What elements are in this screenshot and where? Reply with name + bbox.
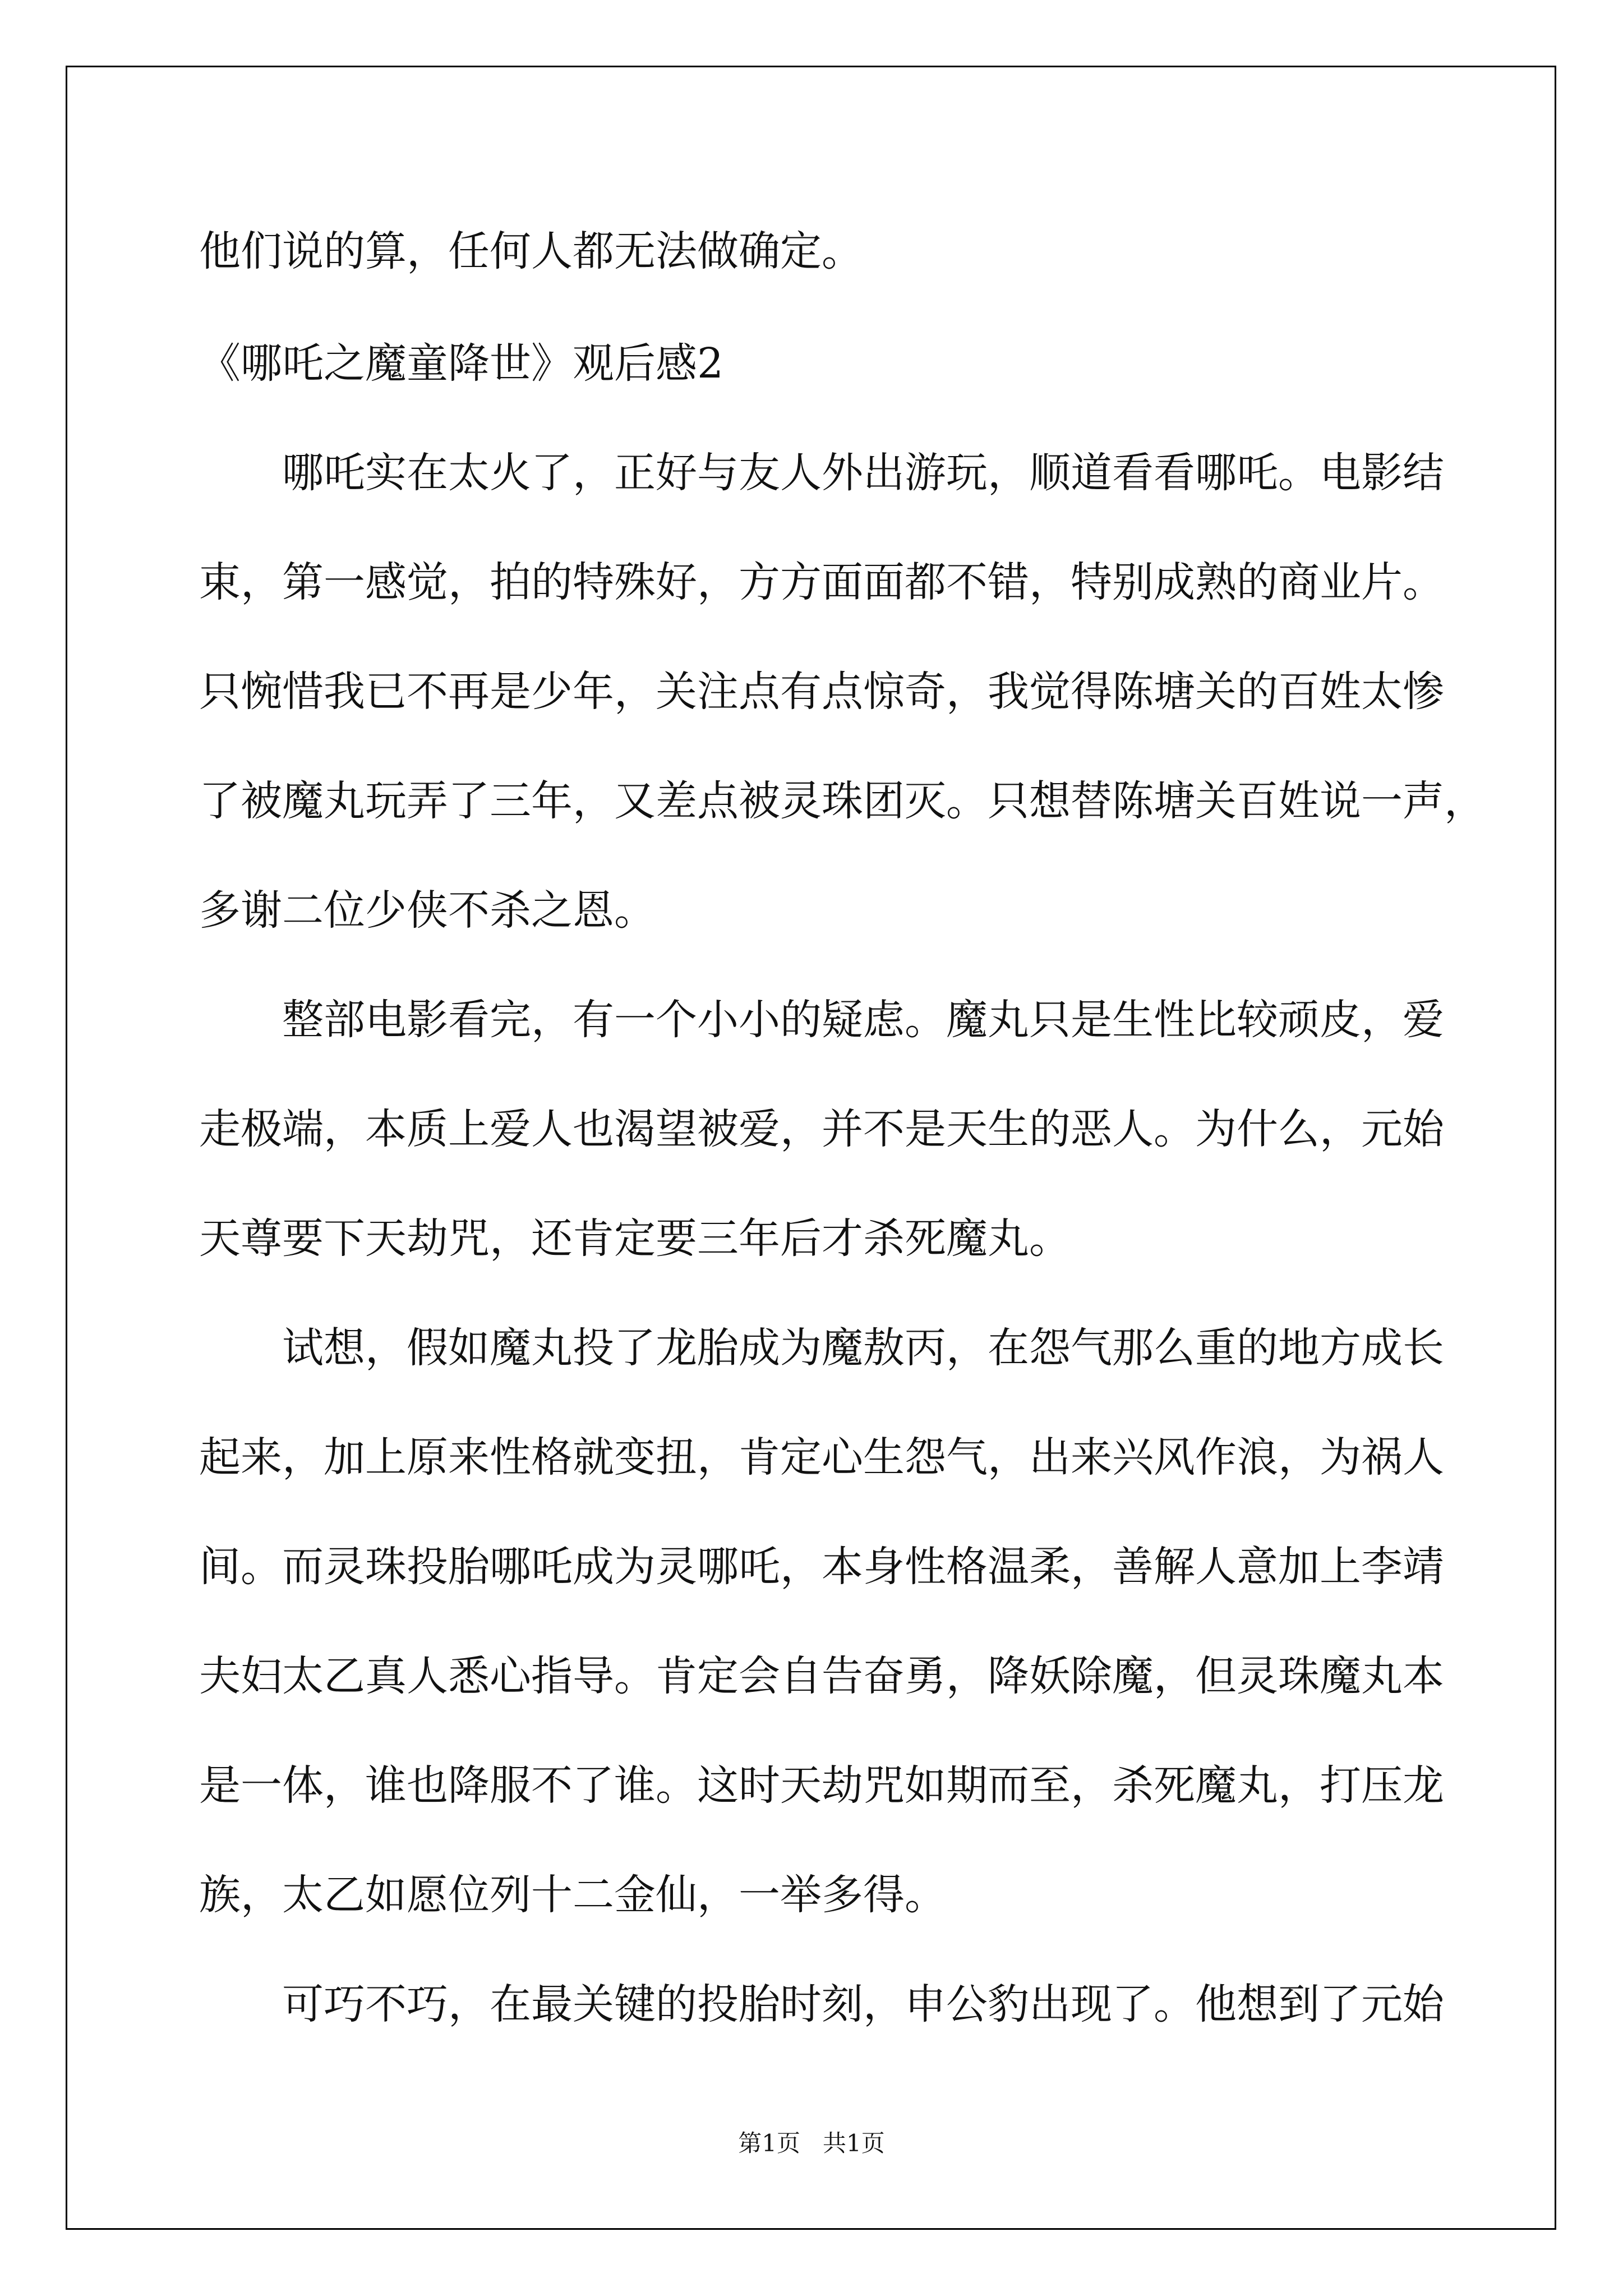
paragraph-line: 天尊要下天劫咒，还肯定要三年后才杀死魔丸。 — [199, 1214, 1071, 1263]
body-line: 他们说的算，任何人都无法做确定。 — [199, 227, 863, 275]
paragraph-line: 族，太乙如愿位列十二金仙，一举多得。 — [199, 1871, 946, 1919]
paragraph-line: 哪吒实在太火了，正好与友人外出游玩，顺道看看哪吒。电影结 — [282, 449, 1444, 497]
paragraph-line: 起来，加上原来性格就变扭，肯定心生怨气，出来兴风作浪，为祸人 — [199, 1433, 1444, 1481]
paragraph-line: 可巧不巧，在最关键的投胎时刻，申公豹出现了。他想到了元始 — [282, 1980, 1444, 2028]
paragraph-line: 整部电影看完，有一个小小的疑虑。魔丸只是生性比较顽皮，爱 — [282, 996, 1444, 1044]
paragraph-line: 束，第一感觉，拍的特殊好，方方面面都不错，特别成熟的商业片。 — [199, 558, 1444, 606]
paragraph-line: 间。而灵珠投胎哪吒成为灵哪吒，本身性格温柔，善解人意加上李靖 — [199, 1543, 1444, 1591]
section-title: 《哪吒之魔童降世》观后感2 — [199, 339, 724, 388]
paragraph-line: 只惋惜我已不再是少年，关注点有点惊奇，我觉得陈塘关的百姓太惨 — [199, 668, 1444, 716]
paragraph-line: 走极端，本质上爱人也渴望被爱，并不是天生的恶人。为什么，元始 — [199, 1105, 1444, 1153]
paragraph-line: 是一体，谁也降服不了谁。这时天劫咒如期而至，杀死魔丸，打压龙 — [199, 1761, 1444, 1810]
paragraph-line: 多谢二位少侠不杀之恩。 — [199, 886, 656, 935]
paragraph-line: 了被魔丸玩弄了三年，又差点被灵珠团灭。只想替陈塘关百姓说一声， — [199, 777, 1486, 825]
paragraph-line: 夫妇太乙真人悉心指导。肯定会自告奋勇，降妖除魔，但灵珠魔丸本 — [199, 1652, 1444, 1700]
page-number-footer: 第1页 共1页 — [738, 2129, 885, 2157]
paragraph-line: 试想，假如魔丸投了龙胎成为魔敖丙，在怨气那么重的地方成长 — [282, 1324, 1444, 1372]
